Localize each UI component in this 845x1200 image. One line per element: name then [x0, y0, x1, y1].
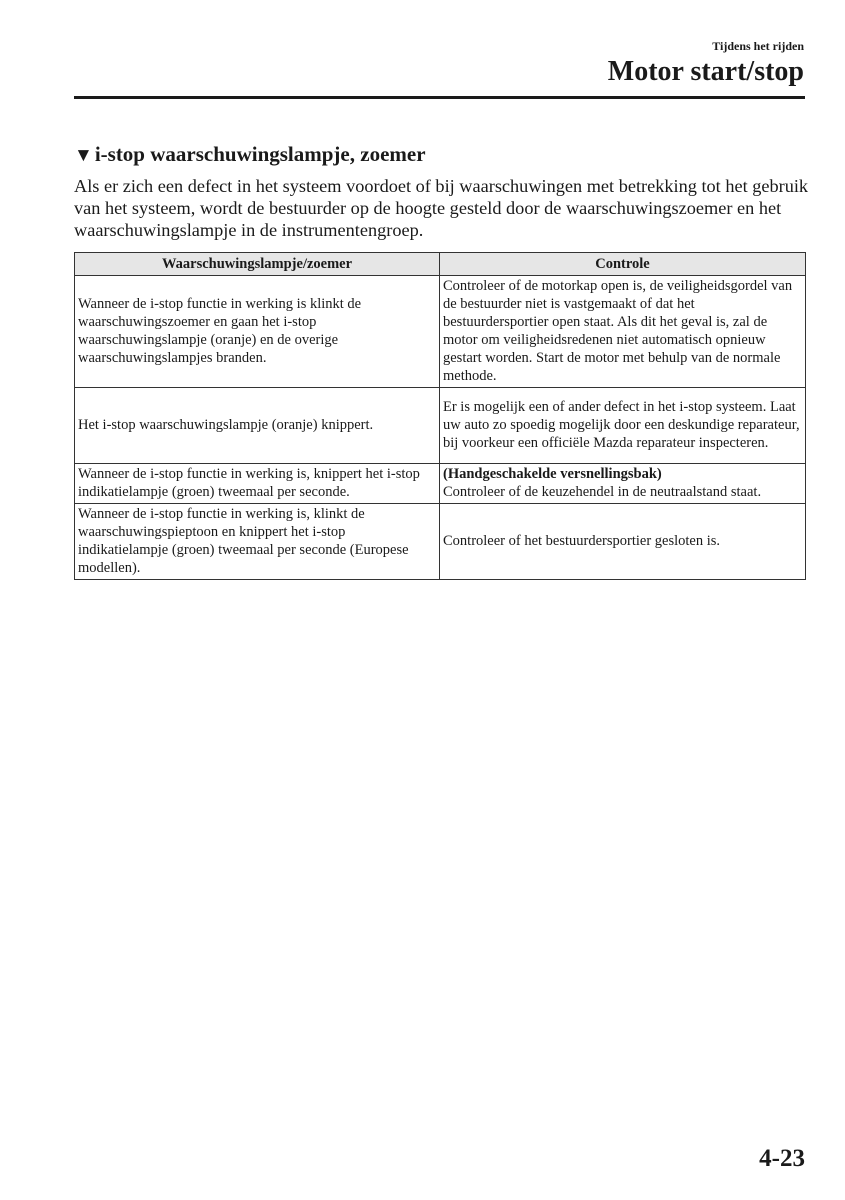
section-heading [74, 141, 426, 169]
table-row [75, 504, 806, 580]
warning-cell: Wanneer de i-stop functie in werking is, knippert het i-stop indikatielampje (groen) tweemaal per seconde. [75, 464, 440, 504]
page-number: 4-23 [759, 1145, 805, 1172]
table-row [75, 276, 806, 388]
warning-cell: Wanneer de i-stop functie in werking is, klinkt de waarschuwingspieptoon en knippert het i-stop indikatielampje (groen) tweemaal per seconde (Europese modellen). [75, 504, 440, 580]
check-subtitle: (Handgeschakelde versnellingsbak) [443, 466, 662, 482]
warning-table [74, 252, 806, 580]
warning-cell: Het i-stop waarschuwingslampje (oranje) knippert. [75, 388, 440, 464]
title-rule [74, 96, 805, 99]
section-heading-text: i-stop waarschuwingslampje, zoemer [94, 142, 426, 166]
header-warning: Waarschuwingslampje/zoemer [75, 253, 440, 276]
check-text: Controleer of de keuzehendel in de neutraalstand staat. [443, 484, 762, 500]
intro-paragraph: Als er zich een defect in het systeem voordoet of bij waarschuwingen met betrekking tot het gebruik van het systeem, wordt de bestuurder op de hoogte gesteld door de waarschuwingszoemer en het waarschuwingslampje in de instrumentengroep. [74, 176, 809, 240]
header-check: Controle [440, 253, 806, 276]
table-header-row [75, 253, 806, 276]
table-row [75, 464, 806, 504]
check-cell: Er is mogelijk een of ander defect in het i-stop systeem. Laat uw auto zo spoedig mogelijk door een deskundige reparateur, bij voorkeur een officiële Mazda reparateur inspecteren. [440, 388, 806, 464]
check-cell: Controleer of de motorkap open is, de veiligheidsgordel van de bestuurder niet is vastgemaakt of dat het bestuurdersportier open staat. Als dit het geval is, zal de motor om veiligheidsredenen niet automatisch opnieuw gestart worden. Start de motor met behulp van de normale methode. [440, 276, 806, 388]
table-row [75, 388, 806, 464]
page-title: Motor start/stop [607, 56, 804, 87]
warning-cell: Wanneer de i-stop functie in werking is klinkt de waarschuwingszoemer en gaan het i-stop waarschuwingslampje (oranje) en de overige waarschuwingslampjes branden. [75, 276, 440, 388]
check-cell: Controleer of het bestuurdersportier gesloten is. [440, 504, 806, 580]
chapter-label: Tijdens het rijden [712, 39, 804, 53]
check-cell [440, 464, 806, 504]
triangle-marker-icon: ▼ [74, 145, 93, 166]
